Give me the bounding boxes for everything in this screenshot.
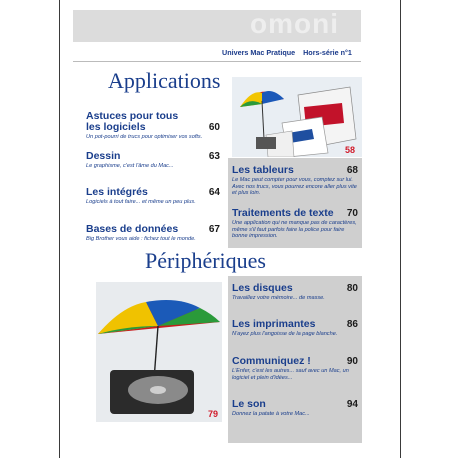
entry-description: Le graphisme, c'est l'âme du Mac... xyxy=(86,163,174,169)
toc-entry[interactable] xyxy=(86,187,220,206)
issue-label: Hors-série n°1 xyxy=(303,48,352,57)
toc-entry[interactable] xyxy=(86,224,220,243)
entry-description: Big Brother vous aide : fichez tout le monde. xyxy=(86,236,196,242)
banner-ghost-text: omoni xyxy=(250,8,339,38)
header-divider xyxy=(73,61,361,62)
entry-description: Travaillez votre mémoire... de masse. xyxy=(232,295,325,301)
entry-description: L'Enfer, c'est les autres... sauf avec un Mac, un logiciel et plein d'idées... xyxy=(232,368,349,381)
toc-entry[interactable] xyxy=(86,151,220,170)
section-title-applications: Applications xyxy=(108,68,221,93)
page-left-edge xyxy=(59,0,60,458)
entry-title: Bases de données xyxy=(86,223,179,235)
toc-entry[interactable] xyxy=(232,283,358,302)
entry-title: Le son xyxy=(232,398,266,410)
entry-title: Les tableurs xyxy=(232,164,294,176)
entry-title: Astuces pour tous les logiciels xyxy=(86,110,179,133)
entry-title: Les intégrés xyxy=(86,186,148,198)
photo-page-number: 58 xyxy=(345,145,356,155)
software-boxes-illustration xyxy=(232,77,362,157)
section-title-peripheriques: Périphériques xyxy=(145,248,266,273)
toc-entry[interactable] xyxy=(232,319,358,338)
photo-page-number: 79 xyxy=(208,409,219,419)
page-right-edge xyxy=(400,0,401,458)
umbrella-hard-drive-illustration xyxy=(96,282,222,422)
entry-title: Traitements de texte xyxy=(232,207,334,219)
magazine-title: Univers Mac Pratique xyxy=(222,48,296,57)
entry-page-number: 68 xyxy=(346,165,358,176)
entry-description: Le Mac peut compter pour vous, comptez sur lui. Avec nos trucs, vous pourrez encore aller plus vite et plus loin. xyxy=(232,177,357,197)
running-header xyxy=(222,48,362,60)
toc-entry[interactable] xyxy=(232,165,358,197)
entry-description: Donnez la patate à votre Mac... xyxy=(232,411,310,417)
toc-entry[interactable] xyxy=(232,399,358,418)
entry-title: Les disques xyxy=(232,282,293,294)
toc-entry[interactable] xyxy=(232,208,358,240)
entry-page-number: 94 xyxy=(346,399,358,410)
entry-title: Communiquez ! xyxy=(232,355,311,367)
entry-page-number: 64 xyxy=(208,187,220,198)
entry-page-number: 80 xyxy=(346,283,358,294)
entry-title: Les imprimantes xyxy=(232,318,316,330)
entry-page-number: 60 xyxy=(208,122,220,133)
entry-page-number: 63 xyxy=(208,151,220,162)
toc-entry[interactable] xyxy=(86,111,220,141)
hard-drive-photo xyxy=(96,282,222,422)
entry-description: N'ayez plus l'angoisse de la page blanche. xyxy=(232,331,338,337)
entry-description: Une application qui ne manque pas de caractères, même s'il faut parfois faire la police pour faire bonne impression. xyxy=(232,220,357,240)
entry-page-number: 90 xyxy=(346,356,358,367)
entry-description: Un pot-pourri de trucs pour optimiser vos softs. xyxy=(86,134,203,140)
toc-entry[interactable] xyxy=(232,356,358,381)
entry-description: Logiciels à tout faire... et même un peu plus. xyxy=(86,199,196,205)
entry-page-number: 86 xyxy=(346,319,358,330)
entry-page-number: 67 xyxy=(208,224,220,235)
entry-page-number: 70 xyxy=(346,208,358,219)
software-boxes-photo xyxy=(232,77,362,157)
entry-title: Dessin xyxy=(86,150,121,162)
